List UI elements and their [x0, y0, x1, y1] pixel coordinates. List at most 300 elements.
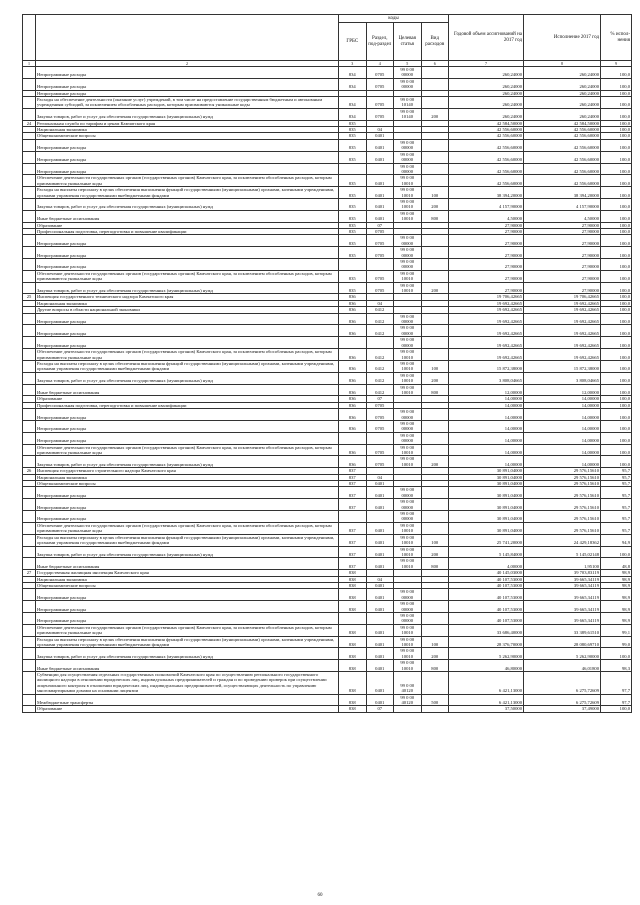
percent-value: 100,0 [601, 307, 632, 313]
row-number [23, 546, 36, 558]
percent-value: 100,0 [601, 78, 632, 90]
expense-type-code: 800 [421, 384, 449, 396]
row-name: Обеспечение деятельности государственных органов (государственных органов) Камчатского края, за исключением обособленных расходов, которым присваиваются уникальные коды [36, 444, 339, 456]
percent-value: 100,0 [601, 337, 632, 349]
row-number [23, 612, 36, 624]
executed-amount: 29 576,15610 [524, 487, 601, 499]
target-code: 99 0 00 00000 [394, 612, 422, 624]
row-name: Национальная экономика [36, 576, 339, 582]
grbs-code: 835 [339, 120, 367, 126]
expense-type-code: 100 [421, 360, 449, 372]
grbs-code: 835 [339, 127, 367, 133]
executed-amount: 27,90000 [524, 259, 601, 271]
expense-type-code [421, 589, 449, 601]
row-number [23, 163, 36, 175]
row-name: Национальная экономика [36, 300, 339, 306]
section-code: 0401 [366, 187, 394, 199]
grbs-code: 836 [339, 402, 367, 408]
percent-value: 100,0 [601, 300, 632, 306]
section-code: 04 [366, 127, 394, 133]
row-name: Непрограммные расходы [36, 601, 339, 613]
grbs-code: 835 [339, 175, 367, 187]
row-number [23, 337, 36, 349]
percent-value: 98,3 [601, 660, 632, 672]
row-number [23, 487, 36, 499]
expense-type-code: 800 [421, 210, 449, 222]
target-code: 99 0 00 10010 [394, 384, 422, 396]
grbs-code: 836 [339, 384, 367, 396]
annual-amount: 33 686,40000 [449, 624, 524, 636]
percent-value: 100,0 [601, 175, 632, 187]
annual-amount: 27,90000 [449, 222, 524, 228]
executed-amount: 29 576,15610 [524, 468, 601, 474]
expense-type-code [421, 487, 449, 499]
row-name: Непрограммные расходы [36, 420, 339, 432]
executed-amount: 29 576,15610 [524, 511, 601, 523]
grbs-code: 835 [339, 151, 367, 163]
section-code: 0705 [366, 420, 394, 432]
row-number [23, 511, 36, 523]
grbs-code: 837 [339, 481, 367, 487]
row-name: Расходы на выплаты персоналу в целях обеспечения выполнения функций государственными (муниципальными) органами, казенными учреждениями, органами управления государственными внебюджетными фондами [36, 360, 339, 372]
section-code: 0401 [366, 648, 394, 660]
expense-type-code [421, 97, 449, 109]
grbs-code: 835 [339, 198, 367, 210]
percent-value: 100,0 [601, 444, 632, 456]
grbs-code: 836 [339, 456, 367, 468]
annual-amount: 27,90000 [449, 228, 524, 234]
executed-amount: 5 262,90000 [524, 648, 601, 660]
executed-amount: 39 703,83119 [524, 570, 601, 576]
executed-amount: 29 576,15610 [524, 522, 601, 534]
section-code: 04 [366, 300, 394, 306]
executed-amount: 39 665,34119 [524, 589, 601, 601]
grbs-code: 835 [339, 247, 367, 259]
section-code: 0705 [366, 247, 394, 259]
target-code: 99 0 00 10010 [394, 360, 422, 372]
row-name: Государственная жилищная инспекция Камчатского края [36, 570, 339, 576]
executed-amount: 39 665,34119 [524, 601, 601, 613]
percent-value: 100,0 [601, 409, 632, 421]
grbs-code: 834 [339, 108, 367, 120]
row-number [23, 558, 36, 570]
table-row [23, 259, 632, 271]
expense-type-header: Вид расходов [421, 23, 449, 61]
row-name: Образование [36, 222, 339, 228]
percent-value: 100,0 [601, 313, 632, 325]
section-code: 0705 [366, 270, 394, 282]
expense-type-code [421, 247, 449, 259]
row-name: Субвенции для осуществления отдельных государственных полномочий Камчатского края по осуществлению регионального государственного жилищного надзора в отношении юридических лиц, индивидуальных предпринимателей и граждан и по проведению проверок при осуществлении лицензионного контроля в отношении юридических лиц, индивидуальных предпринимателей, осуществляющих деятельность по управлению многоквартирными домами на основании лицензии [36, 672, 339, 695]
section-code: 0705 [366, 78, 394, 90]
annual-amount: 260,24000 [449, 67, 524, 79]
grbs-code [339, 259, 367, 271]
annual-amount: 30 891,04000 [449, 499, 524, 511]
row-name: Иные бюджетные ассигнования [36, 384, 339, 396]
section-code: 0705 [366, 67, 394, 79]
annual-amount: 14,00000 [449, 432, 524, 444]
annual-amount: 3 808,04665 [449, 372, 524, 384]
target-code: 99 0 00 00000 [394, 151, 422, 163]
percent-value: 100,0 [601, 360, 632, 372]
row-number [23, 384, 36, 396]
target-code: 99 0 00 00000 [394, 337, 422, 349]
executed-amount: 39 665,34119 [524, 612, 601, 624]
expense-type-code: 200 [421, 282, 449, 294]
target-code: 99 0 00 10010 [394, 648, 422, 660]
executed-amount: 19 692,42665 [524, 325, 601, 337]
table-row [23, 706, 632, 712]
target-code: 99 0 00 00000 [394, 589, 422, 601]
executed-amount: 28 080,69710 [524, 636, 601, 648]
section-code: 0705 [366, 444, 394, 456]
target-code: 99 0 00 10010 [394, 198, 422, 210]
executed-amount: 29 576,15610 [524, 474, 601, 480]
executed-amount: 37,49000 [524, 706, 601, 712]
row-number [23, 259, 36, 271]
table-row [23, 612, 632, 624]
percent-value: 95,7 [601, 499, 632, 511]
percent-value: 98,9 [601, 576, 632, 582]
expense-type-code [421, 313, 449, 325]
row-name: Расходы на выплаты персоналу в целях обеспечения выполнения функций государственными (муниципальными) органами, казенными учреждениями, органами управления государственными внебюджетными фондами [36, 636, 339, 648]
row-name: Непрограммные расходы [36, 487, 339, 499]
target-code: 99 0 00 40120 [394, 694, 422, 706]
row-number [23, 601, 36, 613]
executed-amount: 3 808,04665 [524, 372, 601, 384]
target-code: 99 0 00 00000 [394, 325, 422, 337]
row-name: Непрограммные расходы [36, 259, 339, 271]
executed-amount: 260,24000 [524, 97, 601, 109]
table-row [23, 151, 632, 163]
row-name: Непрограммные расходы [36, 511, 339, 523]
grbs-code: 836 [339, 313, 367, 325]
grbs-code: 834 [339, 97, 367, 109]
row-name: Иные бюджетные ассигнования [36, 210, 339, 222]
table-row [23, 444, 632, 456]
column-index-cell: 7 [449, 61, 524, 67]
executed-amount: 19 692,42665 [524, 313, 601, 325]
section-code: 0401 [366, 151, 394, 163]
grbs-code: 837 [339, 558, 367, 570]
annual-amount: 42 556,60000 [449, 139, 524, 151]
row-number [23, 325, 36, 337]
row-name: Непрограммные расходы [36, 235, 339, 247]
executed-amount: 19 706,42665 [524, 294, 601, 300]
annual-amount: 40 107,53000 [449, 612, 524, 624]
grbs-code: 837 [339, 522, 367, 534]
grbs-code: 835 [339, 228, 367, 234]
percent-value: 99,0 [601, 636, 632, 648]
row-number [23, 198, 36, 210]
section-code: 0401 [366, 589, 394, 601]
grbs-code: 835 [339, 270, 367, 282]
annual-amount: 28 376,70000 [449, 636, 524, 648]
percent-value: 100,0 [601, 235, 632, 247]
grbs-code [339, 612, 367, 624]
row-number [23, 151, 36, 163]
table-row [23, 282, 632, 294]
table-row [23, 175, 632, 187]
table-row [23, 67, 632, 79]
percent-value: 100,0 [601, 139, 632, 151]
grbs-code: 837 [339, 534, 367, 546]
section-code: 0412 [366, 307, 394, 313]
section-code [366, 259, 394, 271]
percent-value: 100,0 [601, 120, 632, 126]
budget-table [22, 14, 632, 713]
grbs-code: 836 [339, 307, 367, 313]
percent-value: 100,0 [601, 432, 632, 444]
percent-value: 100,0 [601, 546, 632, 558]
percent-value: 95,7 [601, 511, 632, 523]
table-row [23, 198, 632, 210]
table-row [23, 163, 632, 175]
grbs-code [339, 337, 367, 349]
annual-amount: 30 891,04000 [449, 487, 524, 499]
section-code: 07 [366, 706, 394, 712]
grbs-code: 837 [339, 546, 367, 558]
annual-amount: 19 692,42665 [449, 337, 524, 349]
executed-amount: 42 556,60000 [524, 163, 601, 175]
grbs-code: 836 [339, 409, 367, 421]
grbs-code [339, 163, 367, 175]
annual-amount: 15 872,38000 [449, 360, 524, 372]
table-body [23, 67, 632, 713]
column-index-cell: 1 [23, 61, 36, 67]
executed-amount: 46,01800 [524, 660, 601, 672]
executed-amount: 260,24000 [524, 90, 601, 96]
grbs-code: 835 [339, 222, 367, 228]
section-code: 0401 [366, 481, 394, 487]
executed-amount: 42 556,60000 [524, 133, 601, 139]
executed-amount: 19 692,42665 [524, 337, 601, 349]
table-row [23, 247, 632, 259]
expense-type-code: 200 [421, 198, 449, 210]
table-row [23, 313, 632, 325]
section-code: 0401 [366, 499, 394, 511]
percent-value: 100,0 [601, 90, 632, 96]
row-name: Закупка товаров, работ и услуг для обеспечения государственных (муниципальных) нужд [36, 108, 339, 120]
section-code: 0705 [366, 97, 394, 109]
row-number: 26 [23, 468, 36, 474]
row-number [23, 108, 36, 120]
page-number: 60 [317, 893, 323, 898]
row-number [23, 78, 36, 90]
annual-amount: 40 145,03000 [449, 570, 524, 576]
table-row [23, 372, 632, 384]
executed-amount: 27,90000 [524, 228, 601, 234]
grbs-code [339, 511, 367, 523]
executed-amount: 42 584,50000 [524, 120, 601, 126]
expense-type-code [421, 259, 449, 271]
expense-type-code [421, 325, 449, 337]
row-number [23, 636, 36, 648]
table-row [23, 522, 632, 534]
table-row [23, 235, 632, 247]
percent-value: 100,0 [601, 384, 632, 396]
percent-value: 100,0 [601, 325, 632, 337]
percent-value: 100,0 [601, 282, 632, 294]
row-number [23, 706, 36, 712]
section-code: 0401 [366, 694, 394, 706]
executed-amount: 4 157,90000 [524, 198, 601, 210]
expense-type-code [421, 67, 449, 79]
section-code: 0401 [366, 522, 394, 534]
expense-type-code [421, 444, 449, 456]
annual-amount: 14,00000 [449, 402, 524, 408]
annual-amount: 260,24000 [449, 108, 524, 120]
grbs-code: 834 [339, 67, 367, 79]
percent-value: 100,0 [601, 127, 632, 133]
executed-amount: 42 556,60000 [524, 175, 601, 187]
row-number [23, 534, 36, 546]
row-name: Закупка товаров, работ и услуг для обеспечения государственных (муниципальных) нужд [36, 198, 339, 210]
row-name: Непрограммные расходы [36, 409, 339, 421]
col-name-header [36, 15, 339, 61]
target-code: 99 0 00 10010 [394, 349, 422, 361]
table-row [23, 384, 632, 396]
target-code: 99 0 00 00000 [394, 259, 422, 271]
grbs-code: 835 [339, 139, 367, 151]
row-name: Инспекция государственного строительного надзора Камчатского края [36, 468, 339, 474]
executed-amount: 12,00000 [524, 384, 601, 396]
executed-header: Исполнение 2017 год [524, 15, 601, 61]
row-number [23, 589, 36, 601]
target-code: 99 0 00 10010 [394, 270, 422, 282]
target-code: 99 0 00 00000 [394, 163, 422, 175]
target-code: 99 0 00 00000 [394, 139, 422, 151]
row-name: Обеспечение деятельности государственных органов (государственных органов) Камчатского края, за исключением обособленных расходов, которым присваиваются уникальные коды [36, 349, 339, 361]
percent-value: 95,7 [601, 487, 632, 499]
section-code: 0412 [366, 349, 394, 361]
percent-value: 100,0 [601, 706, 632, 712]
annual-header: Годовой объем ассигнований на 2017 год [449, 15, 524, 61]
column-index-cell: 4 [366, 61, 394, 67]
row-name: Непрограммные расходы [36, 78, 339, 90]
executed-amount: 24 429,18362 [524, 534, 601, 546]
executed-amount: 42 556,60000 [524, 127, 601, 133]
annual-amount: 19 692,42665 [449, 325, 524, 337]
row-name: Непрограммные расходы [36, 432, 339, 444]
expense-type-code [421, 163, 449, 175]
table-row [23, 349, 632, 361]
expense-type-code [421, 409, 449, 421]
grbs-code: 838 [339, 582, 367, 588]
row-name: Закупка товаров, работ и услуг для обеспечения государственных (муниципальных) нужд [36, 648, 339, 660]
annual-amount: 27,90000 [449, 282, 524, 294]
expense-type-code: 800 [421, 660, 449, 672]
section-code: 0412 [366, 384, 394, 396]
grbs-code: 835 [339, 210, 367, 222]
row-number [23, 210, 36, 222]
executed-amount: 27,90000 [524, 222, 601, 228]
column-index-cell: 9 [601, 61, 632, 67]
row-name: Образование [36, 706, 339, 712]
annual-amount: 30 891,04000 [449, 481, 524, 487]
row-number [23, 456, 36, 468]
expense-type-code [421, 672, 449, 695]
row-number [23, 694, 36, 706]
executed-amount: 14,00000 [524, 420, 601, 432]
target-code: 99 0 00 00000 [394, 247, 422, 259]
section-code: 0705 [366, 228, 394, 234]
grbs-code: 834 [339, 78, 367, 90]
row-number [23, 432, 36, 444]
table-row [23, 672, 632, 695]
annual-amount: 5 262,90000 [449, 648, 524, 660]
expense-type-code: 100 [421, 187, 449, 199]
executed-amount: 27,90000 [524, 270, 601, 282]
grbs-code: 836 [339, 325, 367, 337]
target-code: 99 0 00 00000 [394, 487, 422, 499]
budget-sheet [22, 14, 632, 713]
row-number [23, 648, 36, 660]
section-code: 0401 [366, 582, 394, 588]
annual-amount: 19 692,42665 [449, 300, 524, 306]
target-code: 99 0 00 10010 [394, 558, 422, 570]
annual-amount: 4,00000 [449, 558, 524, 570]
grbs-code [339, 432, 367, 444]
row-name: Образование [36, 396, 339, 402]
section-code: 0401 [366, 601, 394, 613]
section-code: 0401 [366, 133, 394, 139]
section-code: 0412 [366, 360, 394, 372]
table-row [23, 636, 632, 648]
executed-amount: 39 665,34119 [524, 576, 601, 582]
row-number [23, 409, 36, 421]
row-name: Национальная экономика [36, 127, 339, 133]
annual-amount: 40 107,53000 [449, 589, 524, 601]
target-code: 99 0 00 10010 [394, 187, 422, 199]
annual-amount: 37,50000 [449, 706, 524, 712]
annual-amount: 40 107,53000 [449, 601, 524, 613]
row-name: Непрограммные расходы [36, 313, 339, 325]
table-row [23, 420, 632, 432]
executed-amount: 27,90000 [524, 235, 601, 247]
percent-value: 95,7 [601, 522, 632, 534]
expense-type-code [421, 624, 449, 636]
row-name: Непрограммные расходы [36, 612, 339, 624]
executed-amount: 38 394,20000 [524, 187, 601, 199]
target-code: 99 0 00 10010 [394, 210, 422, 222]
grbs-code: 838 [339, 589, 367, 601]
grbs-code: 836 [339, 360, 367, 372]
table-row [23, 589, 632, 601]
executed-amount: 29 576,15610 [524, 499, 601, 511]
executed-amount: 260,24000 [524, 108, 601, 120]
percent-header: % испол-нения [601, 15, 632, 61]
row-name: Профессиональная подготовка, переподготовка и повышение квалификации [36, 402, 339, 408]
grbs-code: 837 [339, 474, 367, 480]
row-name: Расходы на выплаты персоналу в целях обеспечения выполнения функций государственными (муниципальными) органами, казенными учреждениями, органами управления государственными внебюджетными фондами [36, 187, 339, 199]
section-code: 0401 [366, 558, 394, 570]
grbs-code: 837 [339, 468, 367, 474]
percent-value: 48,8 [601, 558, 632, 570]
annual-amount: 27,90000 [449, 270, 524, 282]
expense-type-code [421, 337, 449, 349]
expense-type-code [421, 612, 449, 624]
target-code: 99 0 00 10010 [394, 660, 422, 672]
annual-amount: 19 706,42665 [449, 294, 524, 300]
row-name: Инспекция государственного технического надзора Камчатского края [36, 294, 339, 300]
grbs-code: 837 [339, 499, 367, 511]
grbs-code: 836 [339, 372, 367, 384]
row-name: Национальная экономика [36, 474, 339, 480]
table-row [23, 499, 632, 511]
row-number: 25 [23, 294, 36, 300]
row-number [23, 672, 36, 695]
